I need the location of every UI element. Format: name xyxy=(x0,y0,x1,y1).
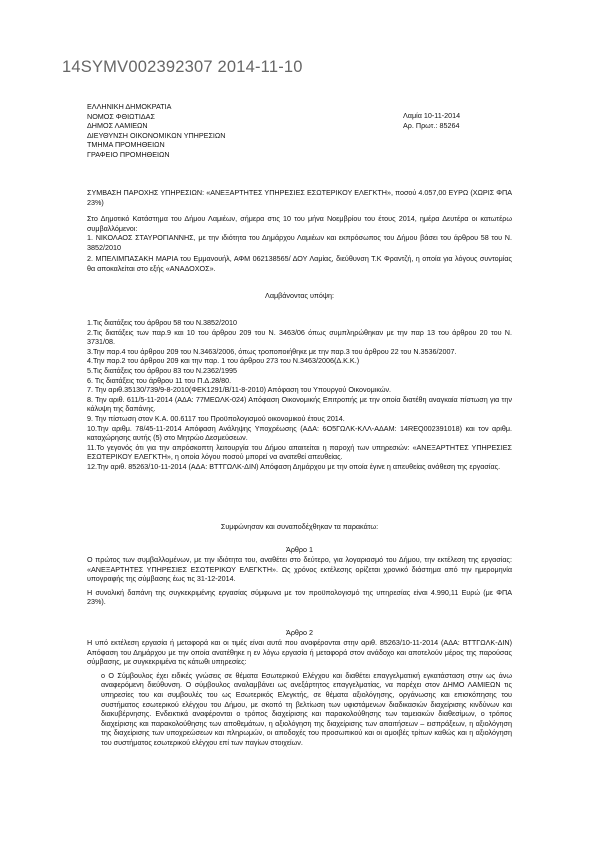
header-line: ΕΛΛΗΝΙΚΗ ΔΗΜΟΚΡΑΤΙΑ xyxy=(87,102,172,111)
party-2: 2. ΜΠΕΛΙΜΠΑΣΑΚΗ ΜΑΡΙΑ του Εμμανουήλ, ΑΦΜ 062138565/ ΔΟΥ Λαμίας, διεύθυνση Τ.Κ Φραντζή, η οποία για λόγους συντομίας θα αποκαλείται στο εξής «ΑΝΑΔΟΧΟΣ». xyxy=(87,254,512,273)
article-1-heading: Άρθρο 1 xyxy=(286,545,313,554)
header-line: ΔΗΜΟΣ ΛΑΜΙΕΩΝ xyxy=(87,121,148,130)
consideration-item: 3.Την παρ.4 του άρθρου 209 του Ν.3463/2006, όπως τροποποιήθηκε με την παρ.3 του άρθρου 22 του Ν.3536/2007. xyxy=(87,346,457,356)
header-line: ΤΜΗΜΑ ΠΡΟΜΗΘΕΙΩΝ xyxy=(87,140,165,149)
taking-heading: Λαμβάνοντας υπόψη: xyxy=(265,291,334,300)
intro-text: Στο Δημοτικό Κατάστημα του Δήμου Λαμιέων, σήμερα στις 10 του μήνα Νοεμβρίου του έτους 2014, ημέρα Δευτέρα οι κατωτέρω συμβαλλόμενοι: xyxy=(87,214,512,233)
header-line: ΔΙΕΥΘΥΝΣΗ ΟΙΚΟΝΟΜΙΚΩΝ ΥΠΗΡΕΣΙΩΝ xyxy=(87,130,226,140)
article-1-body xyxy=(87,555,512,607)
consideration-item: 5.Τις διατάξεις του άρθρου 83 του Ν.2362/1995 xyxy=(87,365,238,375)
contract-title: ΣΥΜΒΑΣΗ ΠΑΡΟΧΗΣ ΥΠΗΡΕΣΙΩΝ: «ΑΝΕΞΑΡΤΗΤΕΣ ΥΠΗΡΕΣΙΕΣ ΕΣΩΤΕΡΙΚΟΥ ΕΛΕΓΚΤΗ», ποσού 4.057,00 ΕΥΡΩ (ΧΩΡΙΣ ΦΠΑ 23%) xyxy=(87,188,512,207)
consideration-item: 6. Τις διατάξεις του άρθρου 11 του Π.Δ.28/80. xyxy=(87,375,232,385)
intro-paragraph xyxy=(87,214,512,274)
party-1: 1. ΝΙΚΟΛΑΟΣ ΣΤΑΥΡΟΓΙΑΝΝΗΣ, με την ιδιότητα του Δημάρχου Λαμιέων και εκπρόσωπος του Δήμου βάσει του άρθρου 58 του Ν. 3852/2010 xyxy=(87,233,512,252)
article-2-paragraph: Η υπό εκτέλεση εργασία ή μεταφορά και οι τιμές είναι αυτά που αναφέρονται στην αριθ. 85263/10-11-2014 (ΑΔΑ: ΒΤΤΓΩΛΚ-ΔΙΝ) Απόφαση του Δημάρχου με την οποία ανατέθηκε η εν λόγω εργασία ή μεταφορά στον ανάδοχο και αποτελούν μέρος της παρούσας σύμβασης, με συγκεκριμένα τις κάτωθι υπηρεσίες: xyxy=(87,638,512,667)
article-1-paragraph: Η συνολική δαπάνη της συγκεκριμένης εργασίας σύμφωνα με τον προϋπολογισμό της υπηρεσίας είναι 4.990,11 Ευρώ (με ΦΠΑ 23%). xyxy=(87,587,512,607)
consideration-item: 7. Την αριθ.35130/739/9-8-2010(ΦΕΚ1291/Β/11-8-2010) Απόφαση του Υπουργού Οικονομικών. xyxy=(87,385,392,395)
consideration-item: 11.Το γεγονός ότι για την απρόσκοπτη λειτουργία του Δήμου απαιτείται η παροχή των υπηρεσιών: «ΑΝΕΞΑΡΤΗΤΕΣ ΥΠΗΡΕΣΙΕΣ ΕΣΩΤΕΡΙΚΟΥ ΕΛΕΓΚΤΗ», η οποία λόγου ποσού μπορεί να ανατεθεί απευθείας. xyxy=(87,442,512,462)
consideration-item: 9. Την πίστωση στον Κ.Α. 00.6117 του Προϋπολογισμού οικονομικού έτους 2014. xyxy=(87,413,345,423)
document-date: Λαμία 10-11-2014 xyxy=(403,111,461,120)
date-protocol xyxy=(403,111,460,130)
article-1-paragraph: Ο πρώτος των συμβαλλομένων, με την ιδιότητα του, αναθέτει στο δεύτερο, για λογαριασμό του Δήμου, την εκτέλεση της εργασίας: «ΑΝΕΞΑΡΤΗΤΕΣ ΥΠΗΡΕΣΙΕΣ ΕΣΩΤΕΡΙΚΟΥ ΕΛΕΓΚΤΗ». Ως χρόνος εκτέλεσης ορίζεται χρονικό διάστημα από την ημερομηνία υπογραφής της σύμβασης έως τις 31-12-2014. xyxy=(87,555,512,584)
consideration-item: 4.Την παρ.2 του άρθρου 209 και την παρ. 1 του άρθρου 273 του Ν.3463/2006(Δ.Κ.Κ.) xyxy=(87,356,360,366)
consideration-item: 10.Την αριθμ. 78/45-11-2014 Απόφαση Ανάληψης Υποχρέωσης (ΑΔΑ: 6Ο5ΓΩΛΚ-ΚΛΛ-ΑΔΑΜ: 14REQ002391018) και τον αριθμ. καταχώρησης αυτής (5) στο Μητρώο Δεσμεύσεων. xyxy=(87,423,512,443)
protocol-number: Αρ. Πρωτ.: 85264 xyxy=(403,120,460,130)
header-line: ΝΟΜΟΣ ΦΘΙΩΤΙΔΑΣ xyxy=(87,111,155,121)
document-stamp: 14SYMV002392307 2014-11-10 xyxy=(62,58,303,76)
agreed-heading: Συμφώνησαν και συναποδέχθηκαν τα παρακάτω: xyxy=(220,522,379,531)
consideration-item: 12.Την αριθ. 85263/10-11-2014 (ΑΔΑ: ΒΤΤΓΩΛΚ-ΔΙΝ) Απόφαση Δημάρχου με την οποία έγινε η απευθείας ανάθεση της εργασίας. xyxy=(87,461,501,471)
header-line: ΓΡΑΦΕΙΟ ΠΡΟΜΗΘΕΙΩΝ xyxy=(87,149,170,159)
article-2-body xyxy=(87,638,512,748)
consideration-item: 8. Την αριθ. 611/5-11-2014 (ΑΔΑ: 77ΜΕΩΛΚ-024) Απόφαση Οικονομικής Επιτροπής με την οποία διατέθη αναγκαία πίστωση για την κάλυψη της δαπάνης. xyxy=(87,394,512,414)
issuer-header xyxy=(87,102,225,159)
consideration-item: 2.Τις διατάξεις των παρ.9 και 10 του άρθρου 209 του Ν. 3463/06 όπως συμπληρώθηκαν με την παρ 13 του άρθρου 20 του Ν. 3731/08. xyxy=(87,327,512,347)
article-2-service-item: ο Ο Σύμβουλος έχει ειδικές γνώσεις σε θέματα Εσωτερικού Ελέγχου και διαθέτει επαγγελματική εγκατάσταση στην ως άνω αναφερόμενη διεύθυνση. Ο σύμβουλος αναλαμβάνει ως ανεξάρτητος επαγγελματίας, να παρέχει στον ΔΗΜΟ ΛΑΜΙΕΩΝ τις υπηρεσίες του και συμβουλές του ως Εσωτερικός Ελεγκτής, σε θέματα αξιολόγησης, οργάνωσης και επισκόπησης του συστήματος εσωτερικού ελέγχου του Δήμου, με σκοπό τη βελτίωση των υφιστάμενων διαδικασιών διαχείρισης κινδύνων και διακυβέρνησης. Ενδεικτικά αναφέρονται ο τρόπος διαχείρισης και παρακολούθησης των ταμειακών διαθεσίμων, ο τρόπος διαχείρισης και παρακολούθησης των αποθεμάτων, η αξιολόγηση της διαχείρισης των απαιτήσεων – εισπράξεων, η αξιολόγηση της διαχείρισης των υποχρεώσεων και πληρωμών, οι αποδοχές του προσωπικού και οι αμοιβές τρίτων καθώς και η αξιολόγηση του συστήματος εσωτερικού ελέγχου επί των παγίων στοιχείων. xyxy=(101,670,512,747)
considerations-list xyxy=(87,318,512,472)
article-2-heading: Άρθρο 2 xyxy=(286,628,313,637)
consideration-item: 1.Τις διατάξεις του άρθρου 58 του Ν.3852/2010 xyxy=(87,318,238,327)
